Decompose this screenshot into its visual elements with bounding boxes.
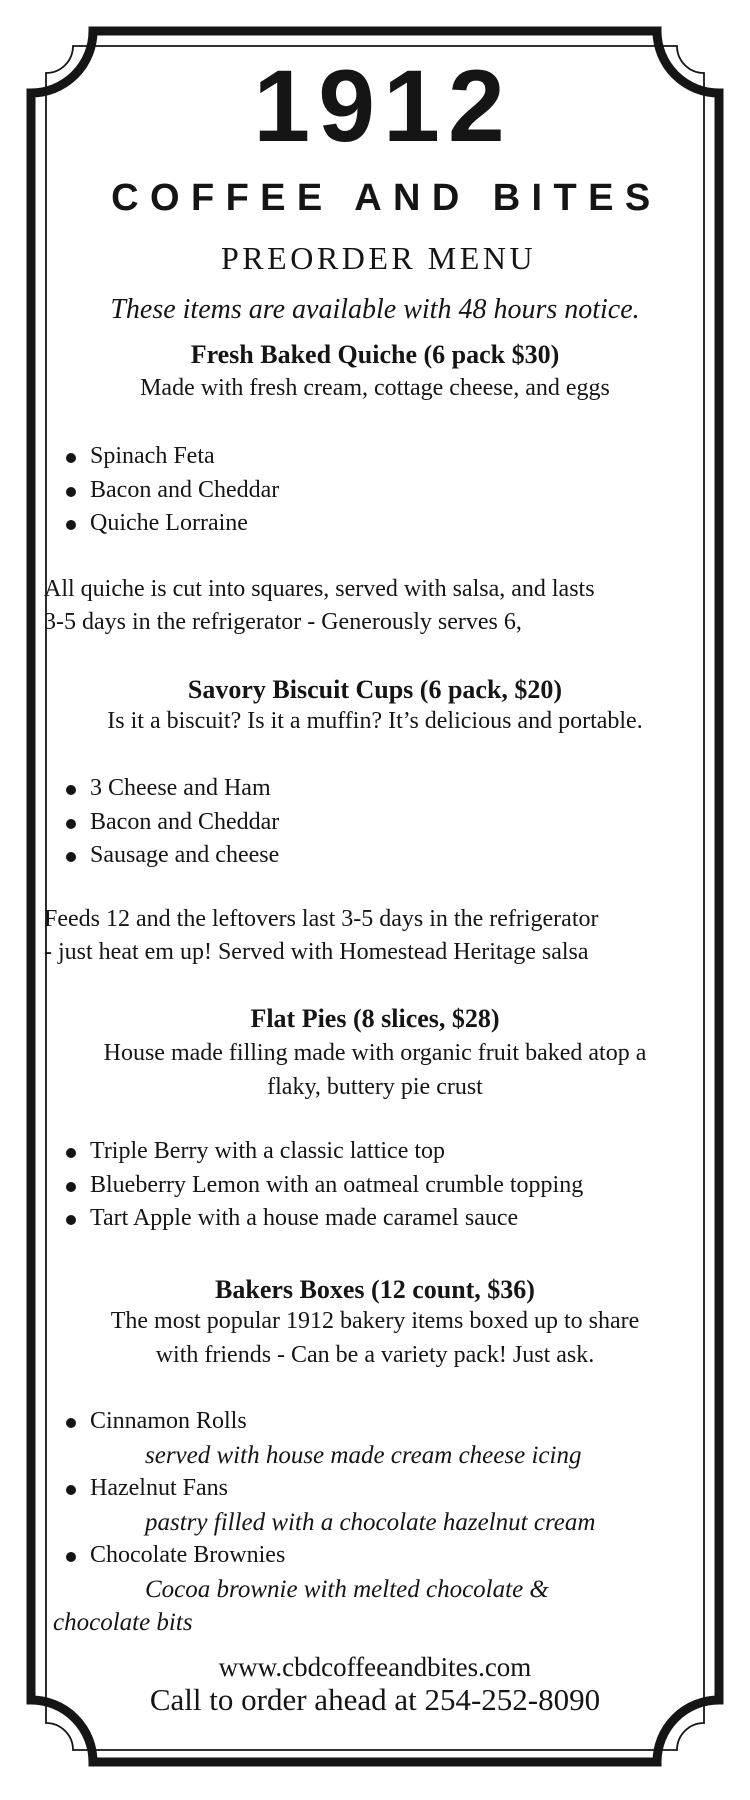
section-list-quiche <box>44 440 706 541</box>
section-list-flat-pies <box>44 1135 706 1236</box>
section-subtitle-line: House made filling made with organic fruit baked atop a <box>103 1040 647 1066</box>
list-item: Quiche Lorraine <box>44 507 706 541</box>
list-item: 3 Cheese and Ham <box>44 772 706 806</box>
bakery-item-name: Hazelnut Fans <box>44 1472 706 1506</box>
bakery-item-name: Chocolate Brownies <box>44 1539 706 1573</box>
section-note-quiche <box>44 573 706 639</box>
section-subtitle-line: flaky, buttery pie crust <box>267 1073 483 1100</box>
list-item: Bacon and Cheddar <box>44 474 706 508</box>
section-note-line: - just heat em up! Served with Homestead Heritage salsa <box>44 939 589 965</box>
section-title-quiche: Fresh Baked Quiche (6 pack $30) <box>190 340 560 369</box>
website-line: www.cbdcoffeeandbites.com <box>218 1652 532 1682</box>
section-title-bakers-boxes: Bakers Boxes (12 count, $36) <box>215 1275 535 1304</box>
brand-title: 1912 <box>253 49 513 163</box>
section-subtitle-line: Is it a biscuit? Is it a muffin? It’s delicious and portable. <box>107 708 643 734</box>
section-note-line: Feeds 12 and the leftovers last 3-5 days in the refrigerator <box>44 906 599 932</box>
bakery-item-name: Cinnamon Rolls <box>44 1405 706 1439</box>
section-subtitle-bakers-boxes <box>44 1305 706 1372</box>
section-list-biscuit-cups <box>44 772 706 873</box>
section-subtitle-line: with friends - Can be a variety pack! Just ask. <box>155 1341 595 1368</box>
list-item: Sausage and cheese <box>44 839 706 873</box>
section-title-flat-pies: Flat Pies (8 slices, $28) <box>250 1004 500 1033</box>
section-subtitle-line: The most popular 1912 bakery items boxed up to share <box>110 1308 640 1334</box>
list-item: Bacon and Cheddar <box>44 806 706 840</box>
list-item: Triple Berry with a classic lattice top <box>44 1135 706 1169</box>
list-item: Tart Apple with a house made caramel sauce <box>44 1202 706 1236</box>
section-subtitle-line: Made with fresh cream, cottage cheese, and eggs <box>140 375 610 401</box>
section-note-line: 3-5 days in the refrigerator - Generously serves 6, <box>44 609 522 635</box>
notice-line: These items are available with 48 hours notice. <box>110 294 640 325</box>
section-note-biscuit-cups <box>44 903 706 969</box>
bakery-item-desc-line: served with house made cream cheese icing <box>145 1441 582 1469</box>
bakery-item-desc-line: pastry filled with a chocolate hazelnut cream <box>145 1508 596 1536</box>
phone-line: Call to order ahead at 254-252-8090 <box>149 1682 601 1717</box>
list-item: Blueberry Lemon with an oatmeal crumble topping <box>44 1169 706 1203</box>
bakery-item-desc-line: chocolate bits <box>53 1609 193 1636</box>
bakery-item-desc-line: Cocoa brownie with melted chocolate & <box>145 1575 549 1603</box>
section-list-bakers-boxes <box>44 1405 706 1640</box>
section-note-line: All quiche is cut into squares, served with salsa, and lasts <box>44 576 595 602</box>
menu-type-title: PREORDER MENU <box>220 240 537 276</box>
brand-subtitle: COFFEE AND BITES <box>111 177 662 219</box>
section-title-biscuit-cups: Savory Biscuit Cups (6 pack, $20) <box>187 675 563 704</box>
section-subtitle-flat-pies <box>44 1037 706 1104</box>
list-item: Spinach Feta <box>44 440 706 474</box>
